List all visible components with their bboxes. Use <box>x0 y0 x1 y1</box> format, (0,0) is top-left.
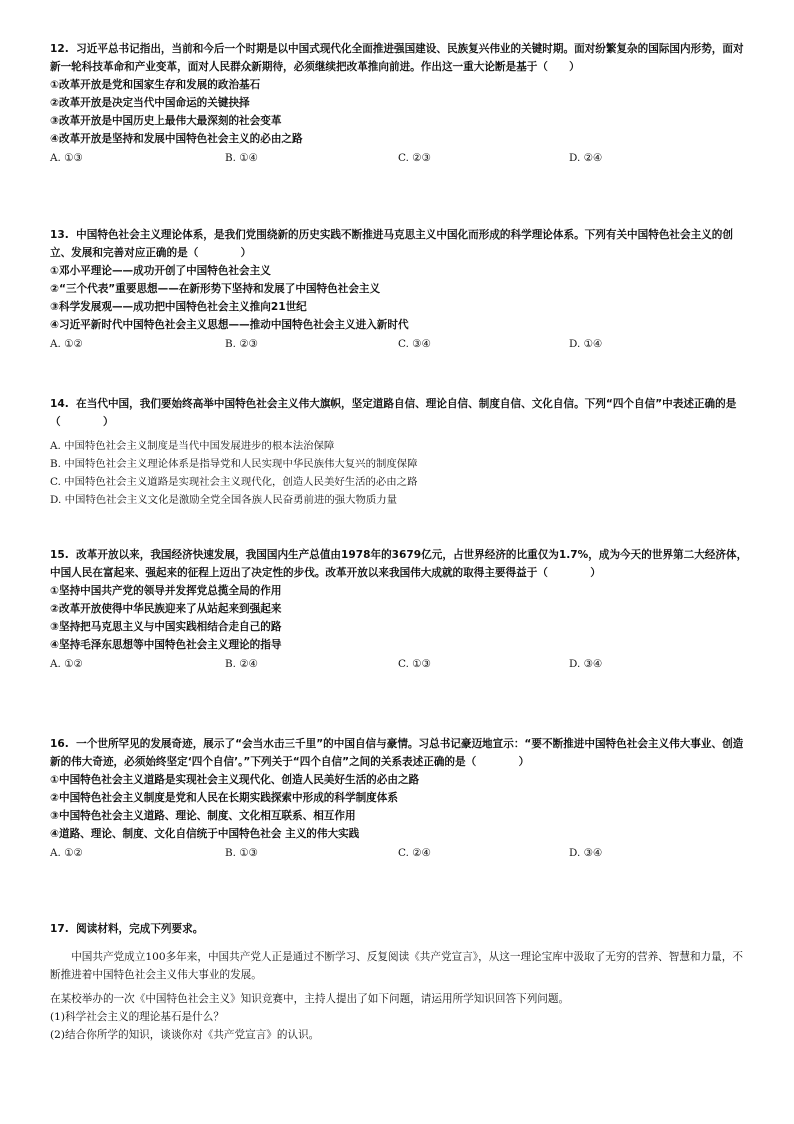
choice-d[interactable]: D. ①④ <box>569 338 603 350</box>
question-17 <box>50 920 750 1044</box>
answer-choices <box>50 847 750 865</box>
option-4: ④道路、理论、制度、文化自信统于中国特色社会 主义的伟大实践 <box>50 828 360 840</box>
choice-b[interactable]: B. ②③ <box>225 338 258 350</box>
choice-a[interactable]: A. ①③ <box>50 152 83 164</box>
question-stem: 12. 习近平总书记指出，当前和今后一个时期是以中国式现代化全面推进强国建设、民族复兴伟业的关键时期。面对纷繁复杂的国际国内形势，面对新一轮科技革命和产业变革，面对人民群众新期待，必须继续把改革推向前进。作出这一重大论断是基于（ ） <box>50 43 744 73</box>
option-2: ②改革开放是决定当代中国命运的关键抉择 <box>50 97 250 109</box>
choice-a[interactable]: A. ①② <box>50 847 83 859</box>
choice-d[interactable]: D. 中国特色社会主义文化是激励全党全国各族人民奋勇前进的强大物质力量 <box>50 494 398 506</box>
option-3: ③改革开放是中国历史上最伟大最深刻的社会变革 <box>50 115 282 127</box>
choice-c[interactable]: C. ②③ <box>398 152 431 164</box>
option-2: ②中国特色社会主义制度是党和人民在长期实践探索中形成的科学制度体系 <box>50 792 398 804</box>
option-3: ③坚持把马克思主义与中国实践相结合走自己的路 <box>50 621 282 633</box>
choice-c[interactable]: C. ①③ <box>398 658 431 670</box>
choice-a[interactable]: A. 中国特色社会主义制度是当代中国发展进步的根本法治保障 <box>50 440 335 452</box>
option-4: ④改革开放是坚持和发展中国特色社会主义的必由之路 <box>50 133 303 145</box>
question-15 <box>50 546 750 676</box>
option-1: ①邓小平理论——成功开创了中国特色社会主义 <box>50 265 271 277</box>
option-2: ②改革开放使得中华民族迎来了从站起来到强起来 <box>50 603 282 615</box>
choice-c[interactable]: C. 中国特色社会主义道路是实现社会主义现代化，创造人民美好生活的必由之路 <box>50 476 418 488</box>
question-context: 在某校举办的一次《中国特色社会主义》知识竞赛中，主持人提出了如下问题，请运用所学知识回答下列问题。 <box>50 993 570 1005</box>
sub-question-2: (2)结合你所学的知识，谈谈你对《共产党宣言》的认识。 <box>50 1029 320 1041</box>
reading-material: 中国共产党成立100多年来，中国共产党人正是通过不断学习、反复阅读《共产党宣言》，从这一理论宝库中汲取了无穷的营养、智慧和力量，不断推进着中国特色社会主义伟大事业的发展。 <box>50 951 743 981</box>
question-stem: 17. 阅读材料，完成下列要求。 <box>50 923 204 935</box>
question-stem: 15. 改革开放以来，我国经济快速发展，我国国内生产总值由1978年的3679亿元，占世界经济的比重仅为1.7%，成为今天的世界第二大经济体，中国人民在富起来、强起来的征程上迈出了决定性的步伐。改革开放以来我国伟大成就的取得主要得益于（ ） <box>50 549 748 579</box>
choice-b[interactable]: B. 中国特色社会主义理论体系是指导党和人民实现中华民族伟大复兴的制度保障 <box>50 458 418 470</box>
answer-choices <box>50 658 750 676</box>
choice-a[interactable]: A. ①② <box>50 658 83 670</box>
answer-choices <box>50 152 750 170</box>
choice-b[interactable]: B. ②④ <box>225 658 258 670</box>
choice-b[interactable]: B. ①④ <box>225 152 258 164</box>
choice-a[interactable]: A. ①② <box>50 338 83 350</box>
choice-d[interactable]: D. ③④ <box>569 847 603 859</box>
option-1: ①坚持中国共产党的领导并发挥党总揽全局的作用 <box>50 585 282 597</box>
option-4: ④坚持毛泽东思想等中国特色社会主义理论的指导 <box>50 639 282 651</box>
option-1: ①中国特色社会主义道路是实现社会主义现代化、创造人民美好生活的必由之路 <box>50 774 420 786</box>
question-13 <box>50 226 750 356</box>
choice-c[interactable]: C. ②④ <box>398 847 431 859</box>
question-16 <box>50 735 750 865</box>
option-2: ②“三个代表”重要思想——在新形势下坚持和发展了中国特色社会主义 <box>50 283 381 295</box>
option-1: ①改革开放是党和国家生存和发展的政治基石 <box>50 79 261 91</box>
choice-d[interactable]: D. ②④ <box>569 152 603 164</box>
question-stem: 14. 在当代中国，我们要始终高举中国特色社会主义伟大旗帜，坚定道路自信、理论自信、制度自信、文化自信。下列“四个自信”中表述正确的是（ ） <box>50 398 737 428</box>
option-3: ③科学发展观——成功把中国特色社会主义推向21世纪 <box>50 301 307 313</box>
sub-question-1: (1)科学社会主义的理论基石是什么？ <box>50 1011 224 1023</box>
option-4: ④习近平新时代中国特色社会主义思想——推动中国特色社会主义进入新时代 <box>50 319 409 331</box>
question-12 <box>50 40 750 170</box>
question-stem: 13. 中国特色社会主义理论体系，是我们党围绕新的历史实践不断推进马克思主义中国化而形成的科学理论体系。下列有关中国特色社会主义的创立、发展和完善对应正确的是（ ） <box>50 229 733 259</box>
choice-c[interactable]: C. ③④ <box>398 338 431 350</box>
choice-d[interactable]: D. ③④ <box>569 658 603 670</box>
choice-b[interactable]: B. ①③ <box>225 847 258 859</box>
question-14 <box>50 395 750 509</box>
question-stem: 16. 一个世所罕见的发展奇迹，展示了“会当水击三千里”的中国自信与豪情。习总书记豪迈地宣示：“要不断推进中国特色社会主义伟大事业、创造新的伟大奇迹，必须始终坚定‘四个自信’。”下列关于“四个自信”之间的关系表述正确的是（ ） <box>50 738 744 768</box>
option-3: ③中国特色社会主义道路、理论、制度、文化相互联系、相互作用 <box>50 810 356 822</box>
answer-choices <box>50 338 750 356</box>
